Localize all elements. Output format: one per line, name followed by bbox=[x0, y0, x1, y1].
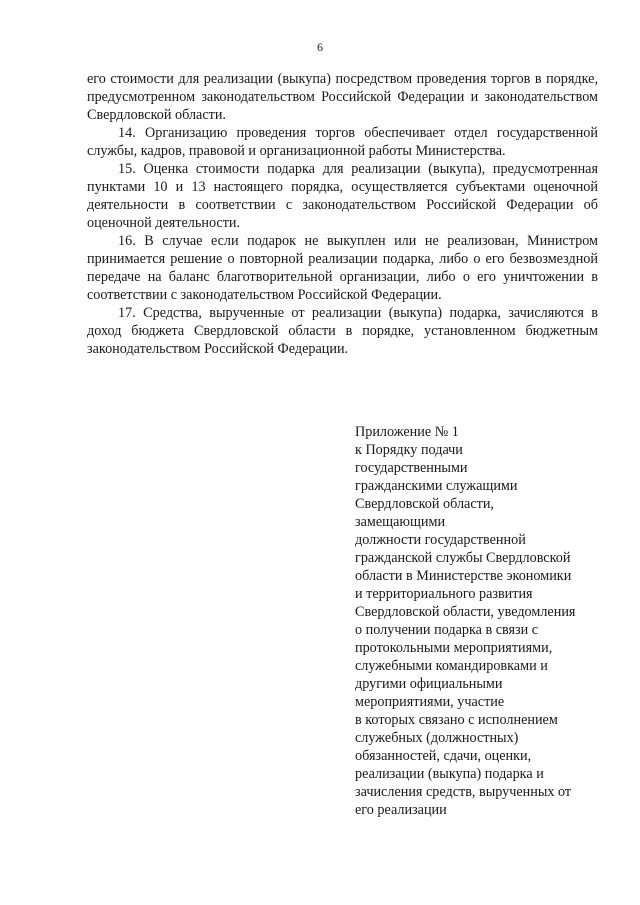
appendix-line: мероприятиями, участие bbox=[355, 694, 505, 710]
appendix-line: гражданскими служащими bbox=[355, 478, 518, 494]
paragraph-16: 16. В случае если подарок не выкуплен или не реализован, Министром принимается решение о повторной реализации подарка, либо о его безвозмездной передаче на баланс благотворительной организации, либо о его уничтожении в соответствии с законодательством Российской Федерации. bbox=[87, 233, 598, 303]
appendix-line: в которых связано с исполнением bbox=[355, 712, 558, 728]
document-body bbox=[87, 70, 598, 358]
paragraph-17: 17. Средства, вырученные от реализации (выкупа) подарка, зачисляются в доход бюджета Свердловской области в порядке, установленном бюджетным законодательством Российской Федерации. bbox=[87, 305, 598, 357]
appendix-line: области в Министерстве экономики bbox=[355, 568, 572, 584]
appendix-line: замещающими bbox=[355, 514, 446, 530]
appendix-line: протокольными мероприятиями, bbox=[355, 640, 553, 656]
appendix-line: государственными bbox=[355, 460, 468, 476]
appendix-line: Свердловской области, bbox=[355, 496, 494, 512]
appendix-line: о получении подарка в связи с bbox=[355, 622, 539, 638]
appendix-line: служебными командировками и bbox=[355, 658, 548, 674]
appendix-line: зачисления средств, вырученных от bbox=[355, 784, 572, 800]
appendix-line: его реализации bbox=[355, 802, 447, 818]
paragraph-15: 15. Оценка стоимости подарка для реализации (выкупа), предусмотренная пунктами 10 и 13 настоящего порядка, осуществляется субъектами оценочной деятельности в соответствии с законодательством Российской Федерации об оценочной деятельности. bbox=[87, 161, 598, 231]
appendix-line: Свердловской области, уведомления bbox=[355, 604, 576, 620]
appendix-line: гражданской службы Свердловской bbox=[355, 550, 571, 566]
paragraph-continuation: его стоимости для реализации (выкупа) посредством проведения торгов в порядке, предусмотренном законодательством Российской Федерации и законодательством Свердловской области. bbox=[87, 71, 598, 123]
appendix-line: Приложение № 1 bbox=[355, 424, 459, 440]
appendix-line: обязанностей, сдачи, оценки, bbox=[355, 748, 532, 764]
appendix-line: служебных (должностных) bbox=[355, 730, 519, 746]
appendix-header bbox=[355, 423, 600, 819]
appendix-line: другими официальными bbox=[355, 676, 503, 692]
appendix-line: реализации (выкупа) подарка и bbox=[355, 766, 544, 782]
page-number: 6 bbox=[317, 40, 323, 54]
appendix-line: и территориального развития bbox=[355, 586, 533, 602]
appendix-line: должности государственной bbox=[355, 532, 526, 548]
appendix-line: к Порядку подачи bbox=[355, 442, 463, 458]
paragraph-14: 14. Организацию проведения торгов обеспечивает отдел государственной службы, кадров, правовой и организационной работы Министерства. bbox=[87, 125, 598, 159]
